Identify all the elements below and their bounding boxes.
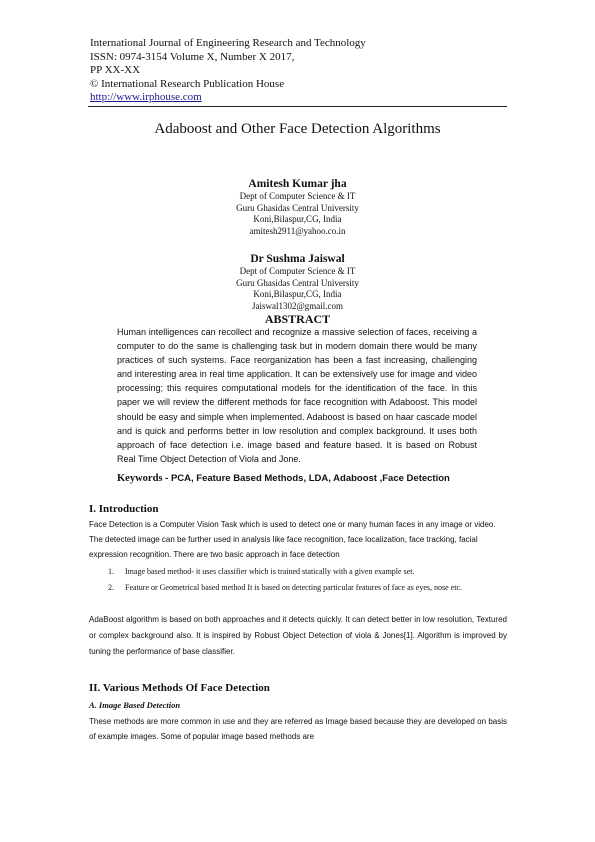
journal-copyright: © International Research Publication House — [90, 77, 285, 90]
author-email: Jaiswal1302@gmail.com — [251, 300, 344, 311]
abstract-heading: ABSTRACT — [264, 312, 331, 326]
author-location: Koni,Bilaspur,CG, India — [253, 289, 342, 299]
author-location: Koni,Bilaspur,CG, India — [253, 214, 342, 224]
abstract-body: Human intelligences can recollect and recognize a massive selection of faces, receiving a computer to do the same is challenging task but in modern domain there would be many practices of such systems. Face reorganization has been a fast increasing, challenging and interesting area in real time application. It can be extensively use for image and video processing; this requires computational models for the identification of the face. In this paper we will review the different methods for face recognition with Adaboost. This model should be easy and simple when implemented. Adaboost is based on haar cascade model and is quick and performs better in low resolution and complex background. It uses both approach of face detection i.e. image based and feature based. It is based on Robust Real Time Object Detection of Viola and Jone. — [117, 327, 477, 464]
list-item — [108, 581, 508, 595]
list-number: 2. — [108, 583, 114, 592]
author-email: amitesh2911@yahoo.co.in — [249, 225, 346, 236]
header-divider — [88, 106, 507, 107]
approach-list — [108, 565, 508, 597]
keywords-label: Keywords — [117, 473, 163, 484]
author-block-1 — [0, 177, 595, 237]
subsection-heading-image-based: A. Image Based Detection — [89, 700, 181, 710]
adaboost-paragraph: AdaBoost algorithm is based on both approaches and it detects quickly. It can detect better in low resolution, Textured or complex background also. It is inspired by Robust Object Detection of viola & Jones[1]. Algorithm is improved by tuning the performance of base classifier. — [89, 615, 507, 656]
image-based-paragraph: These methods are more common in use and they are referred as Image based because they are developed on basis of example images. Some of popular image based methods are — [89, 717, 507, 741]
section-heading-methods: II. Various Methods Of Face Detection — [89, 682, 270, 694]
author-block-2 — [0, 252, 595, 312]
journal-issn: ISSN: 0974-3154 Volume X, Number X 2017, — [90, 50, 295, 63]
journal-pages: PP XX-XX — [90, 64, 141, 76]
list-item-text: Image based method- it uses classifier which is trained statically with a given example set. — [125, 567, 415, 576]
keywords-text: - PCA, Feature Based Methods, LDA, Adaboost ,Face Detection — [162, 473, 450, 484]
journal-url-link[interactable]: http://www.irphouse.com — [90, 91, 202, 103]
author-dept: Dept of Computer Science & IT — [239, 191, 356, 201]
keywords-line — [117, 473, 487, 484]
author-name: Dr Sushma Jaiswal — [250, 253, 345, 265]
journal-name: International Journal of Engineering Research and Technology — [90, 37, 366, 49]
list-number: 1. — [108, 567, 114, 576]
list-item — [108, 565, 508, 579]
author-university: Guru Ghasidas Central University — [236, 277, 359, 288]
introduction-paragraph: Face Detection is a Computer Vision Task which is used to detect one or many human faces in any image or video. The detected image can be further used in analysis like face recognition, face localization, face tracking, facial expression recognition. There are two basic approach in face detection — [89, 520, 496, 559]
author-university: Guru Ghasidas Central University — [236, 202, 359, 213]
list-item-text: Feature or Geometrical based method It is based on detecting particular features of face as eyes, nose etc. — [125, 583, 462, 592]
journal-header — [90, 37, 507, 105]
author-name: Amitesh Kumar jha — [248, 178, 347, 190]
section-heading-introduction: I. Introduction — [89, 503, 159, 515]
paper-title: Adaboost and Other Face Detection Algorithms — [154, 121, 441, 137]
author-dept: Dept of Computer Science & IT — [239, 266, 356, 276]
